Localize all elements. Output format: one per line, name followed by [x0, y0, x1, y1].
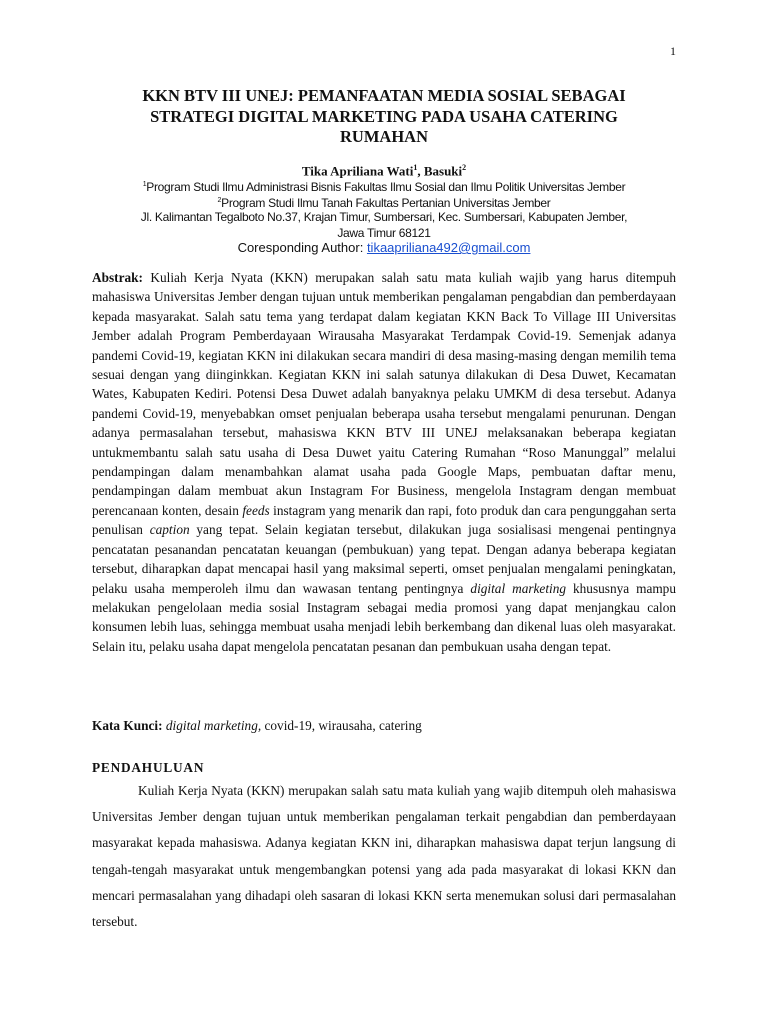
- affiliation-2-mark: 2: [217, 197, 222, 204]
- paper-title: [92, 86, 676, 148]
- author-2: Basuki: [423, 163, 463, 179]
- section-heading: PENDAHULUAN: [92, 760, 205, 775]
- corresponding-email-link[interactable]: tikaapriliana492@gmail.com: [366, 240, 531, 255]
- author-2-affiliation-mark: 2: [462, 163, 467, 172]
- abstract-text-1: Kuliah Kerja Nyata (KKN) merupakan salah satu mata kuliah wajib yang harus ditempuh mahasiswa Universitas Jember dengan tujuan untuk memberikan pengalaman pengabdian dan pemberdayaan kepada masyarakat. Salah satu tema yang terdapat dalam kegiatan KKN Back To Village III Universitas Jember adalah Program Pemberdayaan Wirausaha Masyarakat Terdampak Covid-19. Semenjak adanya pandemi Covid-19, kegiatan KKN ini dilakukan secara mandiri di desa masing-masing dengan memilih tema sesuai dengan yang diinginkkan. Kegiatan KKN ini salah satunya dilakukan di Desa Duwet, Kecamatan Wates, Kabupaten Kediri. Potensi Desa Duwet adalah banyaknya pelaku UMKM di desa tersebut. Adanya pandemi Covid-19, menyebabkan omset penjualan beberapa usaha tersebut mengalami penurunan. Dengan adanya permasalahan tersebut, mahasiswa KKN BTV III UNEJ melaksanakan beberapa kegiatan untukmembantu salah satu usaha di Desa Duwet yaitu Catering Rumahan “Roso Manunggal” melalui pendampingan dalam menambahkan alamat usaha pada Google Maps, pembuatan daftar menu, pendampingan dalam membuat akun Instagram For Business, mengelola Instagram dengan membuat perencanaan konten, desain: [92, 270, 676, 518]
- author-1: Tika Apriliana Wati: [301, 163, 414, 179]
- keywords-label: Kata Kunci:: [92, 718, 163, 733]
- affiliation-2-text: Program Studi Ilmu Tanah Fakultas Pertanian Universitas Jember: [221, 196, 551, 210]
- keywords-rest: covid-19, wirausaha, catering: [261, 718, 422, 733]
- affiliation-1-text: Program Studi Ilmu Administrasi Bisnis Fakultas Ilmu Sosial dan Ilmu Politik Universitas Jember: [146, 180, 626, 194]
- keywords-italic: digital marketing,: [165, 718, 262, 733]
- title-line-2: STRATEGI DIGITAL MARKETING PADA USAHA CATERING: [150, 106, 618, 126]
- intro-paragraph: Kuliah Kerja Nyata (KKN) merupakan salah satu mata kuliah yang wajib ditempuh oleh mahasiswa Universitas Jember dengan tujuan untuk memberikan pengalaman terkait pengabdian dan pemberdayaan masyarakat kepada mahasiswa. Adanya kegiatan KKN ini, diharapkan mahasiswa dapat terjun langsung di tengah-tengah masyarakat untuk mengembangkan potensi yang ada pada masyarakat di lokasi KKN dan mencari permasalahan yang dihadapi oleh sasaran di lokasi KKN serta menemukan solusi dari permasalahan tersebut.: [92, 783, 676, 930]
- abstract-text-2: instagram yang menarik dan rapi, foto produk dan cara pengunggahan serta penulisan: [92, 502, 677, 538]
- page-number: 1: [670, 44, 676, 58]
- address-line-1: Jl. Kalimantan Tegalboto No.37, Krajan Timur, Sumbersari, Kec. Sumbersari, Kabupaten Jember,: [140, 210, 628, 224]
- address-line-2: Jawa Timur 68121: [337, 226, 431, 240]
- abstract: [92, 268, 676, 656]
- abstract-label: Abstrak:: [92, 270, 143, 285]
- abstract-text-3: yang tepat. Selain kegiatan tersebut, dilakukan juga sosialisasi mengenai pentingnya pencatatan pesanandan pencatatan keuangan (pembukuan) yang tepat. Dengan adanya beberapa kegiatan tersebut, diharapkan dapat mencapai hasil yang maksimal seperti, omset penjualan mengalami peningkatan, pelaku usaha memperoleh ilmu dan wawasan tentang pentingnya: [92, 522, 676, 596]
- abstract-text-4: khususnya mampu melakukan pengelolaan media sosial Instagram sebagai media promosi yang dapat menjangkau calon konsumen lebih luas, sehingga membuat usaha menjadi lebih berkembang dan dikenal luas oleh masyarakat. Selain itu, pelaku usaha dapat mengelola pencatatan pesanan dan pembukuan usaha dengan tepat.: [92, 580, 676, 654]
- corresponding-label: Coresponding Author:: [237, 240, 367, 255]
- abstract-italic-caption: caption: [149, 522, 190, 538]
- keywords: [92, 716, 676, 735]
- title-line-1: KKN BTV III UNEJ: PEMANFAATAN MEDIA SOSIAL SEBAGAI: [142, 86, 626, 105]
- author-1-affiliation-mark: 1: [413, 163, 418, 172]
- abstract-italic-digital-marketing: digital marketing: [470, 580, 567, 596]
- abstract-italic-feeds: feeds: [242, 502, 270, 518]
- affiliation-1-mark: 1: [142, 181, 147, 188]
- title-line-3: RUMAHAN: [340, 127, 428, 146]
- author-separator: ,: [417, 163, 424, 179]
- corresponding-author: [92, 239, 676, 257]
